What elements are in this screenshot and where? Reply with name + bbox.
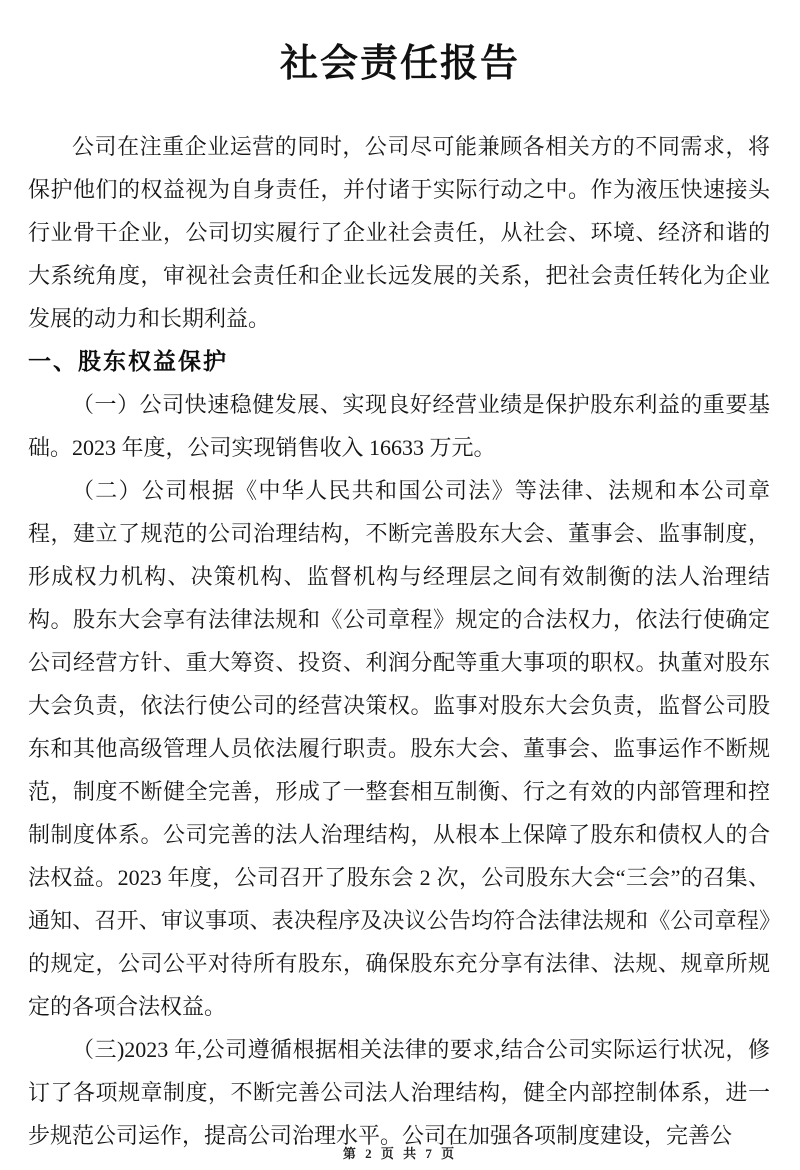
section-heading-shareholder-rights: 一、股东权益保护	[28, 349, 228, 374]
page-number-footer: 第 2 页 共 7 页	[342, 1146, 458, 1161]
document-body	[28, 125, 770, 1157]
paragraph-item-2: （二）公司根据《中华人民共和国公司法》等法律、法规和本公司章程，建立了规范的公司治理结构，不断完善股东大会、董事会、监事制度，形成权力机构、决策机构、监督机构与经理层之间有效制衡的法人治理结构。股东大会享有法律法规和《公司章程》规定的合法权力，依法行使确定公司经营方针、重大筹资、投资、利润分配等重大事项的职权。执董对股东大会负责，依法行使公司的经营决策权。监事对股东大会负责，监督公司股东和其他高级管理人员依法履行职责。股东大会、董事会、监事运作不断规范，制度不断健全完善，形成了一整套相互制衡、行之有效的内部管理和控制制度体系。公司完善的法人治理结构，从根本上保障了股东和债权人的合法权益。2023 年度，公司召开了股东会 2 次，公司股东大会“三会”的召集、通知、召开、审议事项、表决程序及决议公告均符合法律法规和《公司章程》的规定，公司公平对待所有股东，确保股东充分享有法律、法规、规章所规定的各项合法权益。	[28, 478, 770, 1019]
document-title: 社会责任报告	[279, 43, 520, 85]
intro-paragraph: 公司在注重企业运营的同时，公司尽可能兼顾各相关方的不同需求，将保护他们的权益视为自身责任，并付诸于实际行动之中。作为液压快速接头行业骨干企业，公司切实履行了企业社会责任，从社会、环境、经济和谐的大系统角度，审视社会责任和企业长远发展的关系，把社会责任转化为企业发展的动力和长期利益。	[28, 134, 770, 331]
paragraph-item-3: （三)2023 年,公司遵循根据相关法律的要求,结合公司实际运行状况，修订了各项规章制度，不断完善公司法人治理结构，健全内部控制体系，进一步规范公司运作，提高公司治理水平。公司在加强各项制度建设，完善公	[28, 1037, 770, 1148]
paragraph-item-1: （一）公司快速稳健发展、实现良好经营业绩是保护股东利益的重要基础。2023 年度，公司实现销售收入 16633 万元。	[28, 392, 770, 460]
